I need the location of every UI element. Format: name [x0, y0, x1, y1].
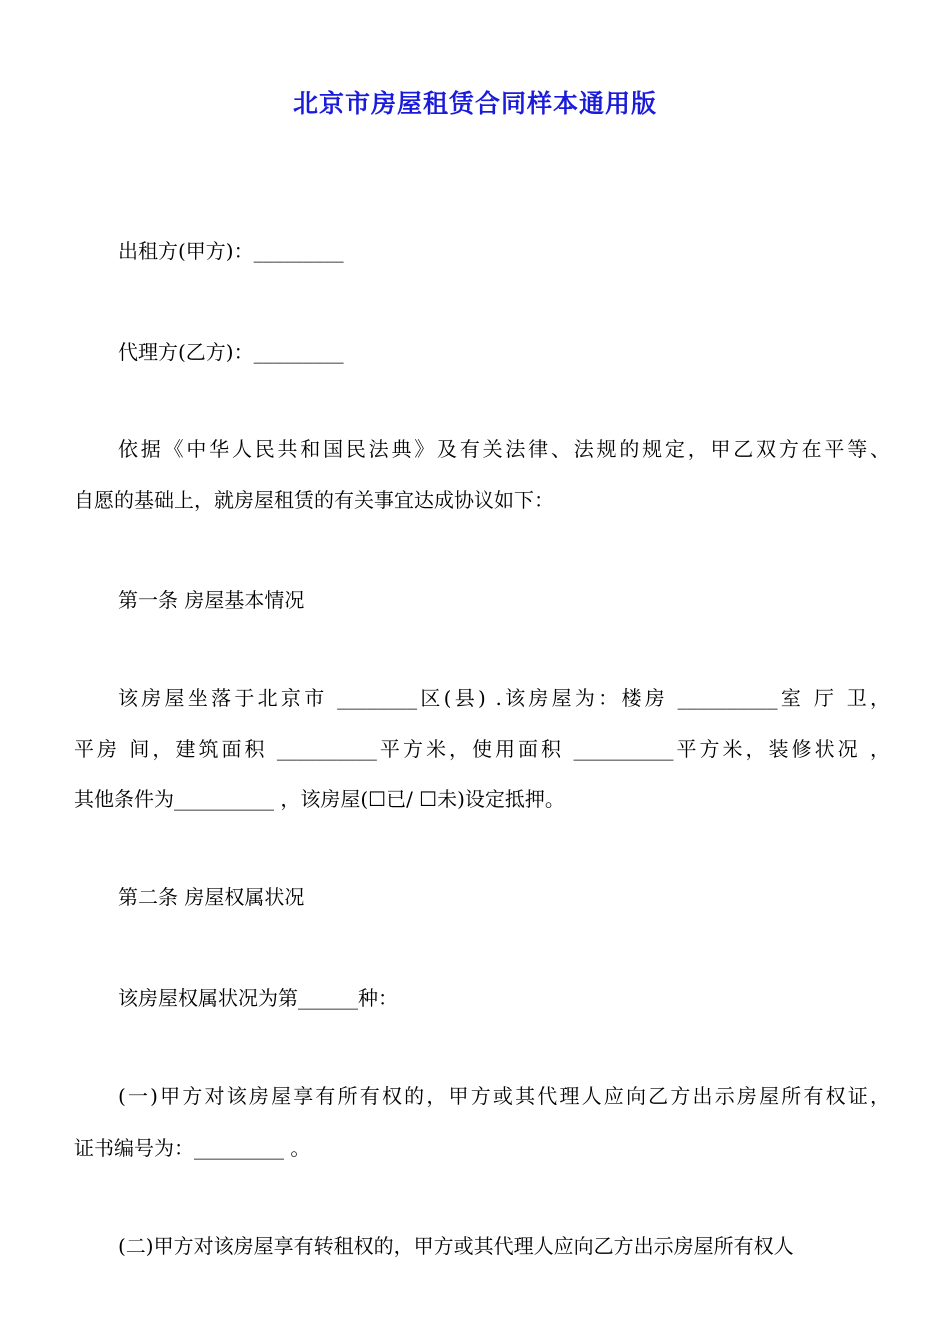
- clause-1-line-1: (一)甲方对该房屋享有所有权的，甲方或其代理人应向乙方出示房屋所有权证，: [118, 1084, 890, 1108]
- article-2-heading: 第二条 房屋权属状况: [118, 885, 305, 909]
- article-1-line-1: 该房屋坐落于北京市 ________区(县) .该房屋为：楼房 __________室 厅 卫，: [118, 686, 890, 710]
- article-1-line-3: 其他条件为__________ ，该房屋(☐已/ ☐未)设定抵押。: [74, 787, 565, 811]
- article-1-heading: 第一条 房屋基本情况: [118, 588, 305, 612]
- clause-1-line-2: 证书编号为：_________ 。: [74, 1136, 311, 1160]
- preamble-line-2: 自愿的基础上，就房屋租赁的有关事宜达成协议如下：: [74, 488, 554, 512]
- article-1-line-2: 平房 间，建筑面积 __________平方米，使用面积 __________平方米，装修状况 ，: [74, 737, 890, 761]
- lessor-line: 出租方(甲方)：_________: [118, 239, 344, 263]
- article-2-line-1: 该房屋权属状况为第______种：: [118, 986, 398, 1010]
- agent-line: 代理方(乙方)：_________: [118, 340, 344, 364]
- document-title: 北京市房屋租赁合同样本通用版: [292, 89, 657, 118]
- clause-2-line-1: (二)甲方对该房屋享有转租权的，甲方或其代理人应向乙方出示房屋所有权人: [118, 1234, 794, 1258]
- preamble-line-1: 依据《中华人民共和国民法典》及有关法律、法规的规定，甲乙双方在平等、: [118, 437, 890, 461]
